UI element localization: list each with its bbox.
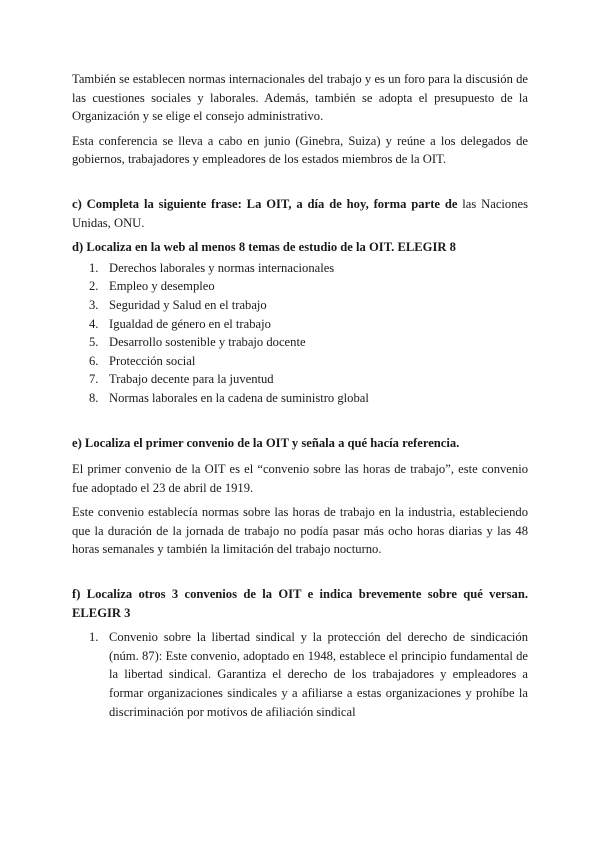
conventions-list <box>72 628 528 721</box>
question-d: d) Localiza en la web al menos 8 temas de estudio de la OIT. ELEGIR 8 <box>72 240 456 255</box>
list-number: 5. <box>89 335 99 350</box>
list-number: 3. <box>89 297 99 312</box>
list-text: Convenio sobre la libertad sindical y la protección del derecho de sindicación (núm. 87): Este convenio, adoptado en 1948, establece el principio fundamental de la libertad sindical. Garantiza el derecho de los trabajadores y empleadores a formar organizaciones sindicales y a afiliarse a estas organizaciones y prohíbe la discriminación por motivos de afiliación sindical <box>109 630 528 719</box>
list-text: Empleo y desempleo <box>109 279 215 294</box>
question-e: e) Localiza el primer convenio de la OIT y señala a qué hacía referencia. <box>72 435 460 450</box>
list-item <box>72 628 528 721</box>
question-c-text: c) Completa la siguiente frase: La OIT, a día de hoy, forma parte de <box>72 196 458 211</box>
list-item <box>72 333 528 352</box>
answer-c-text: las Naciones Unidas, ONU. <box>72 196 529 230</box>
document-page <box>72 70 528 721</box>
intro-paragraph-1: También se establecen normas internacionales del trabajo y es un foro para la discusión de las cuestiones sociales y laborales. Además, también se adopta el presupuesto de la Organización y se elige el consejo administrativo. <box>72 72 528 124</box>
list-item <box>72 389 528 408</box>
list-text: Desarrollo sostenible y trabajo docente <box>109 335 306 350</box>
list-item <box>72 352 528 371</box>
list-number: 4. <box>89 316 99 331</box>
question-f: f) Localiza otros 3 convenios de la OIT e indica brevemente sobre qué versan. ELEGIR 3 <box>72 587 528 620</box>
topics-list <box>72 259 528 408</box>
list-item <box>72 370 528 389</box>
list-item <box>72 277 528 296</box>
list-text: Seguridad y Salud en el trabajo <box>109 297 267 312</box>
list-number: 7. <box>89 372 99 387</box>
intro-paragraph-2: Esta conferencia se lleva a cabo en junio (Ginebra, Suiza) y reúne a los delegados de gobiernos, trabajadores y empleadores de los estados miembros de la OIT. <box>72 133 528 167</box>
list-text: Igualdad de género en el trabajo <box>109 316 271 331</box>
list-number: 6. <box>89 353 99 368</box>
list-number: 1. <box>89 260 99 275</box>
list-number: 2. <box>89 279 99 294</box>
answer-e-paragraph-1: El primer convenio de la OIT es el “convenio sobre las horas de trabajo”, este convenio fue adoptado el 23 de abril de 1919. <box>72 462 528 495</box>
list-number: 1. <box>89 630 99 645</box>
list-item <box>72 259 528 278</box>
list-text: Normas laborales en la cadena de suministro global <box>109 390 369 405</box>
list-item <box>72 315 528 334</box>
answer-e-paragraph-2: Este convenio establecía normas sobre las horas de trabajo en la industria, estableciendo que la duración de la jornada de trabajo no podía pasar más ocho horas diarias y las 48 horas semanales y también la limitación del trabajo nocturno. <box>72 505 528 557</box>
list-item <box>72 296 528 315</box>
list-number: 8. <box>89 390 99 405</box>
list-text: Protección social <box>109 353 196 368</box>
list-text: Trabajo decente para la juventud <box>109 372 274 387</box>
question-c <box>72 195 528 232</box>
list-text: Derechos laborales y normas internacionales <box>109 260 335 275</box>
